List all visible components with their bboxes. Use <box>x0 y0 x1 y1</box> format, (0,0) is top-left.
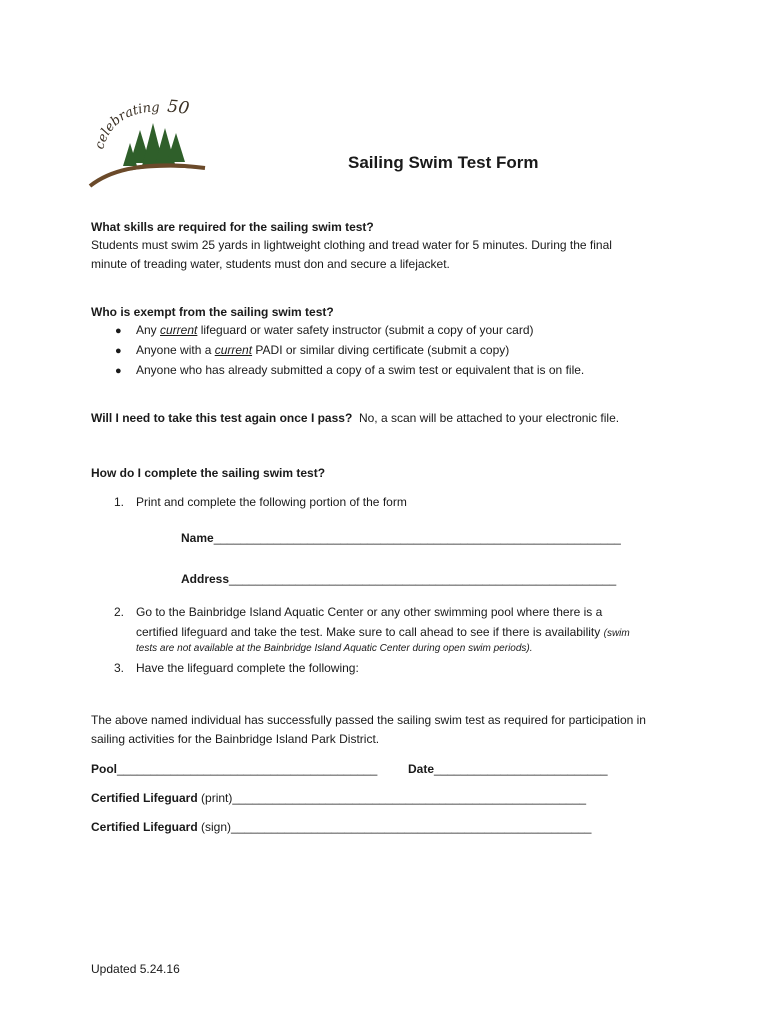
exempt-item-3: Anyone who has already submitted a copy of a swim test or equivalent that is on file. <box>136 363 585 377</box>
step-2-line1: Go to the Bainbridge Island Aquatic Center or any other swimming pool where there is a <box>136 605 603 619</box>
updated-date: Updated 5.24.16 <box>91 962 180 976</box>
step-3-number: 3. <box>114 661 125 675</box>
question-exempt: Who is exempt from the sailing swim test? <box>91 305 334 319</box>
answer-skills-line2: minute of treading water, students must don and secure a lifejacket. <box>91 257 450 271</box>
certification-line1: The above named individual has successfully passed the sailing swim test as required for participation in <box>91 713 646 727</box>
address-field[interactable]: Address__________________________________________________________ <box>181 572 617 586</box>
name-field[interactable]: Name_____________________________________________________________ <box>181 531 621 545</box>
date-field[interactable]: Date__________________________ <box>408 762 608 776</box>
logo-word-2: 50 <box>166 96 191 120</box>
page-title: Sailing Swim Test Form <box>348 153 539 172</box>
step-3-text: Have the lifeguard complete the following: <box>136 661 359 675</box>
step-1-text: Print and complete the following portion of the form <box>136 495 407 509</box>
question-complete: How do I complete the sailing swim test? <box>91 466 326 480</box>
bullet-icon: ● <box>115 325 122 337</box>
exempt-item-2: Anyone with a current PADI or similar diving certificate (submit a copy) <box>136 343 510 357</box>
retake-qa: Will I need to take this test again once I pass? No, a scan will be attached to your electronic file. <box>91 411 620 425</box>
logo-word-1: celebrating <box>92 100 160 151</box>
lifeguard-print-field[interactable]: Certified Lifeguard (print)_____________________________________________________ <box>91 791 587 805</box>
bullet-icon: ● <box>115 365 122 377</box>
certification-line2: sailing activities for the Bainbridge Island Park District. <box>91 732 380 746</box>
step-2-line2: certified lifeguard and take the test. Make sure to call ahead to see if there is availability (swim <box>136 625 630 639</box>
question-skills: What skills are required for the sailing swim test? <box>91 220 374 234</box>
bullet-icon: ● <box>115 345 122 357</box>
step-2-note: tests are not available at the Bainbridge Island Aquatic Center during open swim periods). <box>136 643 533 654</box>
step-1-number: 1. <box>114 495 125 509</box>
trees-icon <box>123 123 185 166</box>
answer-skills-line1: Students must swim 25 yards in lightweight clothing and tread water for 5 minutes. During the final <box>91 238 612 252</box>
logo-word-3 <box>85 88 89 92</box>
pool-field[interactable]: Pool_______________________________________ <box>91 762 378 776</box>
lifeguard-sign-field[interactable]: Certified Lifeguard (sign)______________________________________________________ <box>91 820 592 834</box>
exempt-item-1: Any current lifeguard or water safety instructor (submit a copy of your card) <box>136 323 534 337</box>
step-2-number: 2. <box>114 605 125 619</box>
celebrating-50-years-logo <box>85 88 210 188</box>
